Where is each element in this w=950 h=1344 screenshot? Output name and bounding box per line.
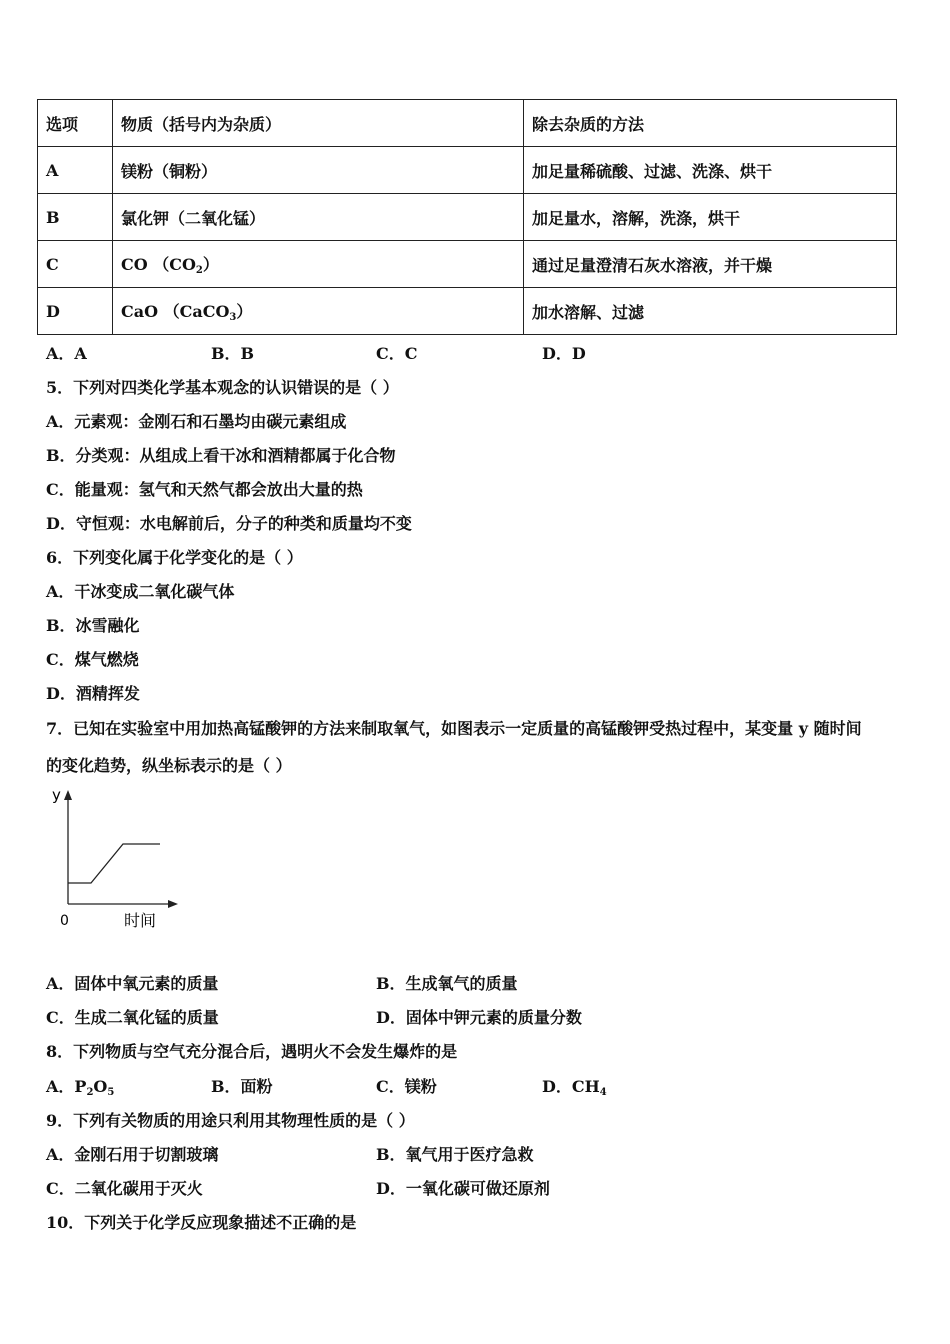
option-cell: A <box>38 147 113 194</box>
q7-stem-line1: 7．已知在实验室中用加热高锰酸钾的方法来制取氧气，如图表示一定质量的高锰酸钾受热过程中，某变量 y 随时间 <box>46 719 862 738</box>
q9-option-c[interactable]: C．二氧化碳用于灭火 <box>46 1179 203 1198</box>
q6-option-a[interactable]: A．干冰变成二氧化碳气体 <box>46 582 235 601</box>
q4-option-c[interactable]: C．C <box>376 344 418 363</box>
q8-option-a[interactable] <box>46 1074 114 1098</box>
q5-stem: 5．下列对四类化学基本观念的认识错误的是（ ） <box>46 378 399 397</box>
q6-option-c[interactable]: C．煤气燃烧 <box>46 650 139 669</box>
formula-subscript: 3 <box>229 312 237 323</box>
q8-option-b[interactable]: B．面粉 <box>211 1077 273 1096</box>
q9-option-a[interactable]: A．金刚石用于切割玻璃 <box>46 1145 219 1164</box>
origin-label: 0 <box>60 913 69 929</box>
q6-option-b[interactable]: B．冰雪融化 <box>46 616 140 635</box>
table-header-cell: 除去杂质的方法 <box>524 100 897 147</box>
q5-option-d[interactable]: D．守恒观：水电解前后，分子的种类和质量均不变 <box>46 514 412 533</box>
formula-text: ） <box>236 302 253 321</box>
q9-option-d[interactable]: D．一氧化碳可做还原剂 <box>376 1179 550 1198</box>
method-cell: 加足量稀硫酸、过滤、洗涤、烘干 <box>524 147 897 194</box>
q4-option-b[interactable]: B．B <box>211 344 255 363</box>
substance-cell: 镁粉（铜粉） <box>113 147 524 194</box>
formula-subscript: 5 <box>107 1087 115 1098</box>
method-cell: 加水溶解、过滤 <box>524 288 897 335</box>
q5-option-c[interactable]: C．能量观：氢气和天然气都会放出大量的热 <box>46 480 363 499</box>
formula-subscript: 2 <box>86 1087 94 1098</box>
q9-stem: 9．下列有关物质的用途只利用其物理性质的是（ ） <box>46 1111 415 1130</box>
q7-stem-line2: 的变化趋势，纵坐标表示的是（ ） <box>46 756 292 775</box>
y-axis-arrow <box>64 790 72 800</box>
q7-option-b[interactable]: B．生成氧气的质量 <box>376 974 518 993</box>
formula-subscript: 4 <box>599 1087 607 1098</box>
trend-line <box>68 844 160 883</box>
q8-option-c[interactable]: C．镁粉 <box>376 1077 437 1096</box>
x-axis-arrow <box>168 900 178 908</box>
option-cell: C <box>38 241 113 288</box>
table-header-cell: 物质（括号内为杂质） <box>113 100 524 147</box>
q4-option-d[interactable]: D．D <box>542 344 586 363</box>
q8-option-d[interactable] <box>542 1074 607 1098</box>
x-axis-label: 时间 <box>124 911 157 930</box>
table-row <box>38 147 897 194</box>
method-cell: 通过足量澄清石灰水溶液，并干燥 <box>524 241 897 288</box>
q8-stem: 8．下列物质与空气充分混合后，遇明火不会发生爆炸的是 <box>46 1042 458 1061</box>
q5-option-b[interactable]: B．分类观：从组成上看干冰和酒精都属于化合物 <box>46 446 396 465</box>
option-text: A．P <box>46 1077 87 1096</box>
table-header-row <box>38 100 897 147</box>
q10-stem: 10．下列关于化学反应现象描述不正确的是 <box>46 1213 357 1232</box>
option-cell: B <box>38 194 113 241</box>
q6-stem: 6．下列变化属于化学变化的是（ ） <box>46 548 303 567</box>
q4-option-a[interactable]: A．A <box>46 344 87 363</box>
y-axis-label: y <box>52 786 61 804</box>
substance-cell: 氯化钾（二氧化锰） <box>113 194 524 241</box>
formula-text: ） <box>202 255 219 274</box>
option-text: O <box>93 1077 108 1096</box>
substance-cell <box>113 241 524 288</box>
option-text: D．CH <box>542 1077 600 1096</box>
q5-option-a[interactable]: A．元素观：金刚石和石墨均由碳元素组成 <box>46 412 347 431</box>
q7-option-d[interactable]: D．固体中钾元素的质量分数 <box>376 1008 582 1027</box>
q7-graph <box>48 786 188 934</box>
q6-option-d[interactable]: D．酒精挥发 <box>46 684 140 703</box>
formula-subscript: 2 <box>195 265 203 276</box>
formula-text: CO （CO <box>121 255 196 274</box>
formula-text: CaO （CaCO <box>121 302 230 321</box>
option-cell: D <box>38 288 113 335</box>
q9-option-b[interactable]: B．氧气用于医疗急救 <box>376 1145 534 1164</box>
table-header-cell: 选项 <box>38 100 113 147</box>
table-row <box>38 288 897 335</box>
substance-cell <box>113 288 524 335</box>
q7-option-a[interactable]: A．固体中氧元素的质量 <box>46 974 219 993</box>
method-cell: 加足量水，溶解，洗涤，烘干 <box>524 194 897 241</box>
table-row <box>38 194 897 241</box>
impurity-removal-table <box>37 99 897 335</box>
q7-option-c[interactable]: C．生成二氧化锰的质量 <box>46 1008 219 1027</box>
table-row <box>38 241 897 288</box>
